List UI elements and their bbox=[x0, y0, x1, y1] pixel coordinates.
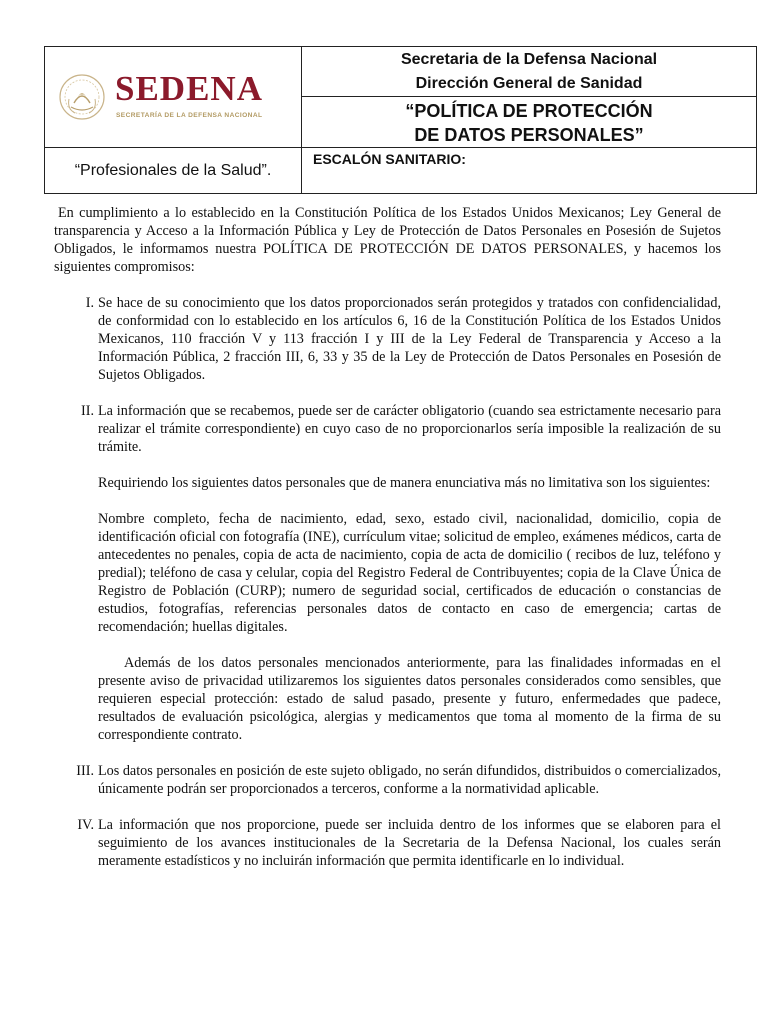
commitments-list bbox=[76, 294, 721, 870]
item-number: III. bbox=[76, 763, 94, 779]
item-text: La información que nos proporcione, puede ser incluida dentro de los informes que se elaboren para el seguimiento de los avances institucionales de la Secretaria de la Defensa Nacional, los cuales serán meramente estadísticos y no incluirán información que permita identificarle en lo individual. bbox=[98, 817, 721, 869]
commitment-item bbox=[81, 402, 721, 744]
item-subparagraph: Requiriendo los siguientes datos personales que de manera enunciativa más no limitativa son los siguientes: bbox=[98, 475, 711, 491]
commitment-item bbox=[77, 816, 721, 870]
item-number: II. bbox=[81, 403, 94, 419]
header-table bbox=[44, 46, 757, 194]
policy-title-cell bbox=[302, 97, 756, 149]
item-number: I. bbox=[85, 295, 94, 311]
policy-title-line-1: “POLÍTICA DE PROTECCIÓN bbox=[405, 101, 653, 121]
escalon-sanitario-label: ESCALÓN SANITARIO: bbox=[313, 151, 466, 167]
logo-subtitle: SECRETARÍA DE LA DEFENSA NACIONAL bbox=[116, 112, 263, 119]
commitment-item bbox=[85, 294, 721, 384]
item-number: IV. bbox=[77, 817, 94, 833]
item-subparagraph: Además de los datos personales mencionados anteriormente, para las finalidades informadas en el presente aviso de privacidad utilizaremos los siguientes datos personales considerados como sensibles, que requieren especial protección: estado de salud pasado, presente y futuro, enfermedades que padece, resultados de evaluación psicológica, alergias y medicamentos que toma al momento de la firma de su correspondiente contrato. bbox=[98, 655, 721, 743]
item-text: Se hace de su conocimiento que los datos proporcionados serán protegidos y tratados con confidencialidad, de conformidad con lo establecido en los artículos 6, 16 de la Constitución Política de los Estados Unidos Mexicanos, 110 fracción V y 113 fracción I y III de la Ley Federal de Transparencia y Acceso a la Información Pública, 2 fracción III, 6, 33 y 35 de la Ley de Protección de Datos Personales en Posesión de Sujetos Obligados. bbox=[98, 295, 721, 383]
logo-wordmark: SEDENA bbox=[115, 69, 263, 108]
item-text: Los datos personales en posición de este sujeto obligado, no serán difundidos, distribuidos o comercializados, únicamente podrán ser proporcionados a terceros, conforme a la normatividad aplicable. bbox=[98, 763, 721, 797]
document-body bbox=[54, 204, 721, 870]
commitment-item bbox=[76, 762, 721, 798]
institution-name: Secretaria de la Defensa Nacional bbox=[400, 51, 658, 68]
audience-label: “Profesionales de la Salud”. bbox=[74, 162, 272, 179]
department-name: Dirección General de Sanidad bbox=[415, 75, 643, 92]
sedena-logo bbox=[45, 47, 301, 147]
item-subparagraph: Nombre completo, fecha de nacimiento, edad, sexo, estado civil, nacionalidad, domicilio, copia de identificación oficial con fotografía (INE), currículum vitae; solicitud de empleo, exámenes médicos, carta de antecedentes no penales, copia de acta de nacimiento, copia de acta de domicilio ( recibos de luz, teléfono y predial); teléfono de casa y celular, copia del Registro Federal de Contribuyentes; copia de la Clave Única de Registro de Población (CURP); numero de seguridad social, certificados de educación o constancias de estudios, fotografías, referencias personales datos de contacto en caso de emergencia; cartas de recomendación; huellas digitales. bbox=[98, 511, 721, 635]
policy-title-line-2: DE DATOS PERSONALES” bbox=[414, 125, 644, 145]
institution-cell bbox=[302, 47, 756, 97]
national-seal-icon bbox=[57, 69, 107, 125]
intro-paragraph: En cumplimiento a lo establecido en la Constitución Política de los Estados Unidos Mexicanos; Ley General de transparencia y Acceso a la Información Pública y Ley de Protección de Datos Personales en Posesión de Sujetos Obligados, le informamos nuestra POLÍTICA DE PROTECCIÓN DE DATOS PERSONALES, y hacemos los siguientes compromisos: bbox=[54, 205, 721, 275]
item-text: La información que se recabemos, puede ser de carácter obligatorio (cuando sea estrictamente necesario para realizar el trámite correspondiente) en cuyo caso de no proporcionarlos sería imposible la realización de su trámite. bbox=[98, 403, 721, 455]
